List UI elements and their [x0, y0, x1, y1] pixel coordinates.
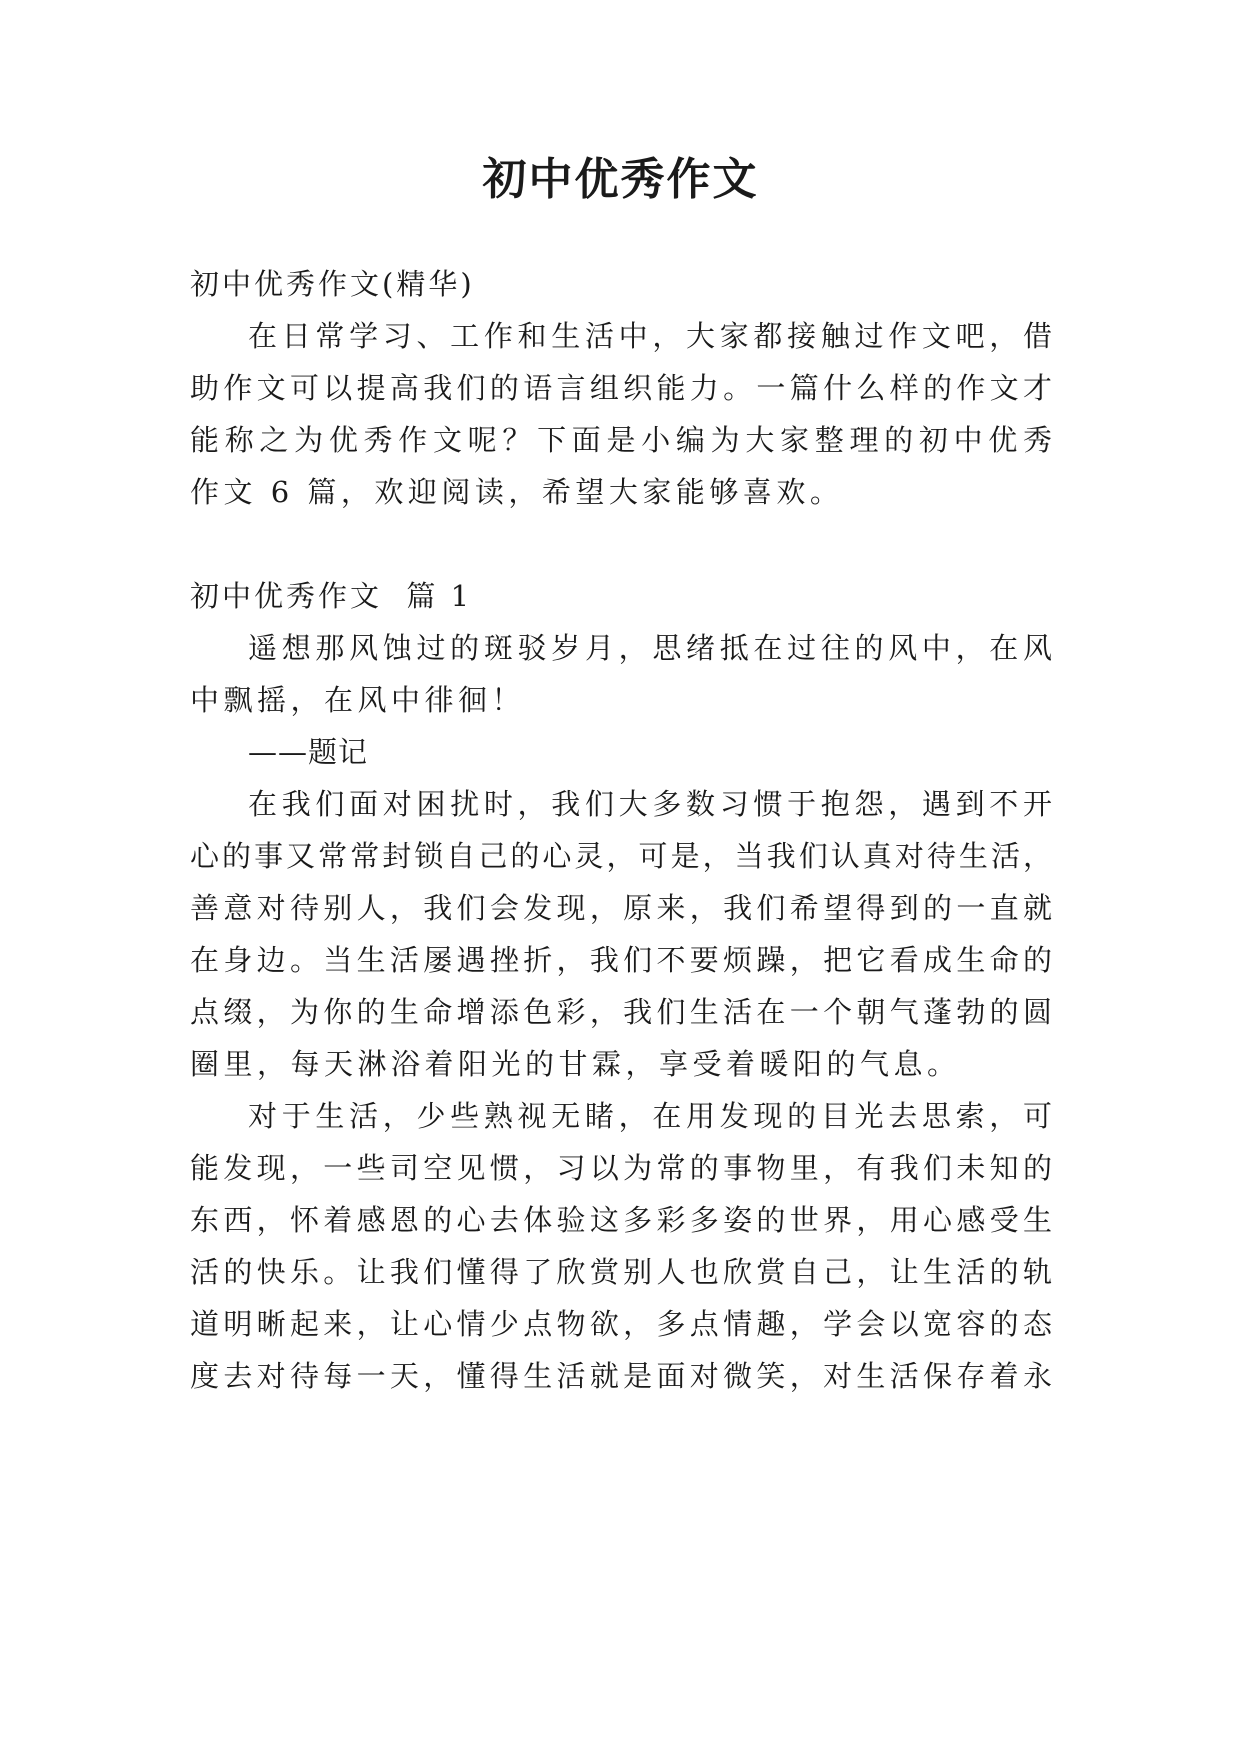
- body-paragraph-2: [190, 1090, 1052, 1402]
- paragraph-line: 圈里，每天淋浴着阳光的甘霖，享受着暖阳的气息。: [190, 1047, 961, 1081]
- document-body: [190, 258, 1052, 1402]
- epigraph-signature: ——题记: [248, 735, 369, 769]
- document-subtitle: 初中优秀作文(精华): [190, 267, 475, 301]
- paragraph-line: 道明晰起来，让心情少点物欲，多点情趣，学会以宽容的态: [190, 1307, 1052, 1341]
- body-paragraph-1: [190, 778, 1052, 1090]
- epigraph-line: 遥想那风蚀过的斑驳岁月，思绪抵在过往的风中，在风: [248, 631, 1052, 665]
- paragraph-line: 善意对待别人，我们会发现，原来，我们希望得到的一直就: [190, 891, 1052, 925]
- intro-line: 能称之为优秀作文呢？下面是小编为大家整理的初中优秀: [190, 423, 1052, 457]
- paragraph-line: 心的事又常常封锁自己的心灵，可是，当我们认真对待生活，: [190, 839, 1052, 873]
- paragraph-line: 在我们面对困扰时，我们大多数习惯于抱怨，遇到不开: [248, 787, 1052, 821]
- paragraph-line: 能发现，一些司空见惯，习以为常的事物里，有我们未知的: [190, 1151, 1052, 1185]
- epigraph: [190, 622, 1052, 778]
- section-gap: [190, 518, 1052, 570]
- intro-line: 作文 6 篇，欢迎阅读，希望大家能够喜欢。: [190, 475, 844, 509]
- paragraph-line: 度去对待每一天，懂得生活就是面对微笑，对生活保存着永: [190, 1359, 1052, 1393]
- epigraph-line: 中飘摇，在风中徘徊！: [190, 683, 526, 717]
- intro-line: 在日常学习、工作和生活中，大家都接触过作文吧，借: [248, 319, 1052, 353]
- paragraph-line: 东西，怀着感恩的心去体验这多彩多姿的世界，用心感受生: [190, 1203, 1052, 1237]
- section-heading: 初中优秀作文 篇 1: [190, 579, 473, 613]
- paragraph-line: 活的快乐。让我们懂得了欣赏别人也欣赏自己，让生活的轨: [190, 1255, 1052, 1289]
- paragraph-line: 在身边。当生活屡遇挫折，我们不要烦躁，把它看成生命的: [190, 943, 1052, 977]
- document-title: 初中优秀作文: [482, 154, 759, 205]
- intro-paragraph: [190, 310, 1052, 518]
- paragraph-line: 点缀，为你的生命增添色彩，我们生活在一个朝气蓬勃的圆: [190, 995, 1052, 1029]
- paragraph-line: 对于生活，少些熟视无睹，在用发现的目光去思索，可: [248, 1099, 1052, 1133]
- intro-line: 助作文可以提高我们的语言组织能力。一篇什么样的作文才: [190, 371, 1052, 405]
